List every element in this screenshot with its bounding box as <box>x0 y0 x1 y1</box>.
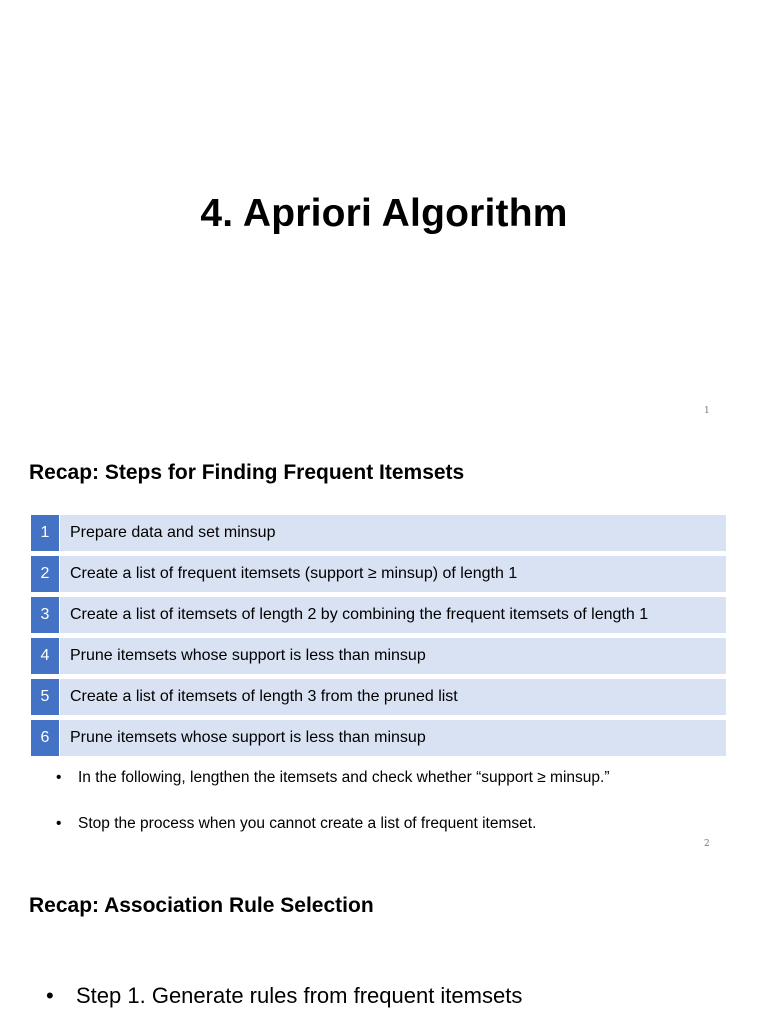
step-number: 2 <box>31 556 59 592</box>
bullet-text: Stop the process when you cannot create a list of frequent itemset. <box>78 815 537 832</box>
bullet-item-2 <box>56 815 536 833</box>
step-row-3 <box>31 597 726 633</box>
step-text: Create a list of itemsets of length 2 by combining the frequent itemsets of length 1 <box>60 597 726 633</box>
step-text: Create a list of frequent itemsets (support ≥ minsup) of length 1 <box>60 556 726 592</box>
step-row-5 <box>31 679 726 715</box>
step-number: 4 <box>31 638 59 674</box>
step-number: 1 <box>31 515 59 551</box>
step-row-6 <box>31 720 726 756</box>
steps-list <box>31 515 726 761</box>
bullet-text: Step 1. Generate rules from frequent itemsets <box>76 983 523 1008</box>
bullet-dot-icon: • <box>56 769 62 786</box>
bullet-dot-icon: • <box>56 815 62 832</box>
step-row-2 <box>31 556 726 592</box>
step-text: Create a list of itemsets of length 3 from the pruned list <box>60 679 726 715</box>
step-number: 6 <box>31 720 59 756</box>
slide-3-heading: Recap: Association Rule Selection <box>29 894 374 917</box>
slide-2-heading: Recap: Steps for Finding Frequent Itemsets <box>29 461 465 484</box>
step-text: Prepare data and set minsup <box>60 515 726 551</box>
step-row-4 <box>31 638 726 674</box>
step-text: Prune itemsets whose support is less than minsup <box>60 720 726 756</box>
slide-3-bullet-item <box>46 983 522 1009</box>
bullet-text: In the following, lengthen the itemsets and check whether “support ≥ minsup.” <box>78 769 610 786</box>
step-text: Prune itemsets whose support is less than minsup <box>60 638 726 674</box>
slide-2-page-number: 2 <box>704 839 710 849</box>
slide-1-page-number: 1 <box>704 406 710 416</box>
bullet-dot-icon: • <box>46 983 54 1008</box>
slide-1-title: 4. Apriori Algorithm <box>200 192 568 235</box>
step-number: 5 <box>31 679 59 715</box>
bullet-item-1 <box>56 769 610 787</box>
step-number: 3 <box>31 597 59 633</box>
step-row-1 <box>31 515 726 551</box>
